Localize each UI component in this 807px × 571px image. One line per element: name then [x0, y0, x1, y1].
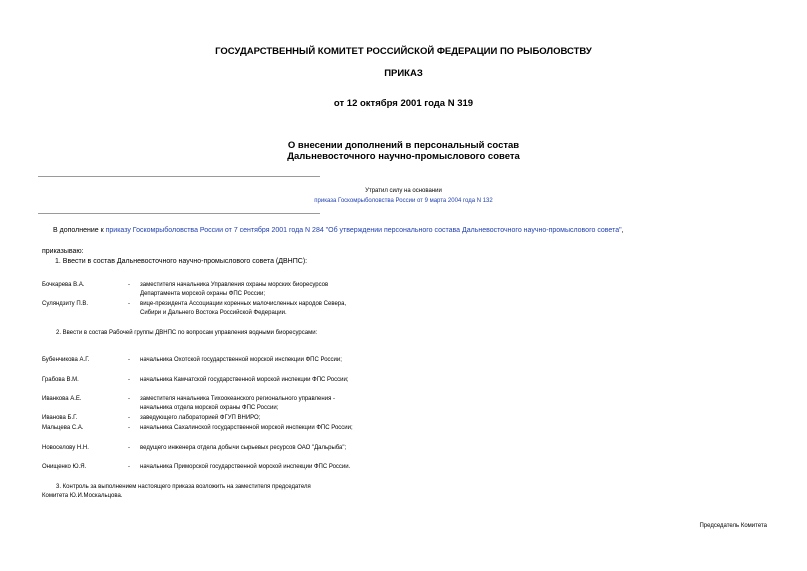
member-name: Грабова В.М. [42, 377, 79, 383]
member-name: Иванова Б.Г. [42, 415, 78, 421]
member-name: Иванкова А.Е. [42, 396, 82, 402]
member-dash: - [128, 464, 130, 470]
repeal-order-link[interactable]: приказа Госкомрыболовства России от 9 марта 2004 года N 132 [314, 198, 493, 204]
item-1-text: 1. Ввести в состав Дальневосточного научно-промыслового совета (ДВНПС): [55, 258, 308, 265]
member-position: начальника Приморской государственной морской инспекции ФПС России. [140, 464, 351, 470]
committee-heading: ГОСУДАРСТВЕННЫЙ КОМИТЕТ РОССИЙСКОЙ ФЕДЕРАЦИИ ПО РЫБОЛОВСТВУ [215, 46, 592, 57]
document-date-number: от 12 октября 2001 года N 319 [333, 98, 474, 109]
member-name: Новоселову Н.Н. [42, 445, 89, 451]
member-position: начальника Охотской государственной морской инспекции ФПС России; [140, 357, 342, 363]
member-position: вице-президента Ассоциации коренных малочисленных народов Севера, Сибири и Дальнего Востока Российской Федерации. [140, 301, 347, 316]
member-name: Бубенчикова А.Г. [42, 357, 90, 363]
item-2-text: 2. Ввести в состав Рабочей группы ДВНПС по вопросам управления водными биоресурсами: [56, 330, 318, 336]
member-dash: - [128, 377, 130, 383]
member-dash: - [128, 396, 130, 402]
member-dash: - [128, 301, 130, 307]
item-3-text: 3. Контроль за выполнением настоящего приказа возложить на заместителя председателя Комитета Ю.И.Москальцова. [42, 484, 311, 499]
member-position: заведующего лабораторией ФГУП ВНИРО; [140, 415, 261, 421]
base-order-link[interactable]: приказу Госкомрыболовства России от 7 сентября 2001 года N 284 "Об утверждении персонального состава Дальневосточного научно-промыслового совета" [105, 227, 622, 234]
member-name: Мальцева С.А. [42, 425, 84, 431]
member-position: заместителя начальника Тихоокеанского регионального управления - начальника отдела морской охраны ФПС России; [140, 396, 335, 411]
member-dash: - [128, 282, 130, 288]
member-position: ведущего инженера отдела добычи сырьевых ресурсов ОАО "Дальрыба"; [140, 445, 347, 451]
subject-line-1: О внесении дополнений в персональный состав [287, 140, 520, 151]
member-name: Онищенко Ю.Я. [42, 464, 87, 470]
member-position: начальника Сахалинской государственной морской инспекции ФПС России; [140, 425, 353, 431]
intro-prefix: В дополнение к [53, 227, 106, 234]
intro-paragraph [53, 226, 803, 235]
order-word: приказываю: [42, 248, 84, 255]
member-name: Бочкарева В.А. [42, 282, 85, 288]
divider-bottom [38, 213, 320, 214]
member-dash: - [128, 445, 130, 451]
member-position: начальника Камчатской государственной морской инспекции ФПС России; [140, 377, 349, 383]
member-dash: - [128, 357, 130, 363]
member-name: Суляндзиту П.В. [42, 301, 88, 307]
member-dash: - [128, 415, 130, 421]
status-note-text: Утратил силу на основании [365, 188, 442, 194]
member-dash: - [128, 425, 130, 431]
member-position: заместителя начальника Управления охраны морских биоресурсов Департамента морской охраны ФПС России; [140, 282, 329, 297]
subject-line-2: Дальневосточного научно-промыслового совета [287, 151, 520, 162]
signature-title: Председатель Комитета [699, 523, 767, 529]
document-type: ПРИКАЗ [384, 68, 423, 79]
divider-top [38, 176, 320, 177]
intro-suffix: , [621, 227, 624, 234]
